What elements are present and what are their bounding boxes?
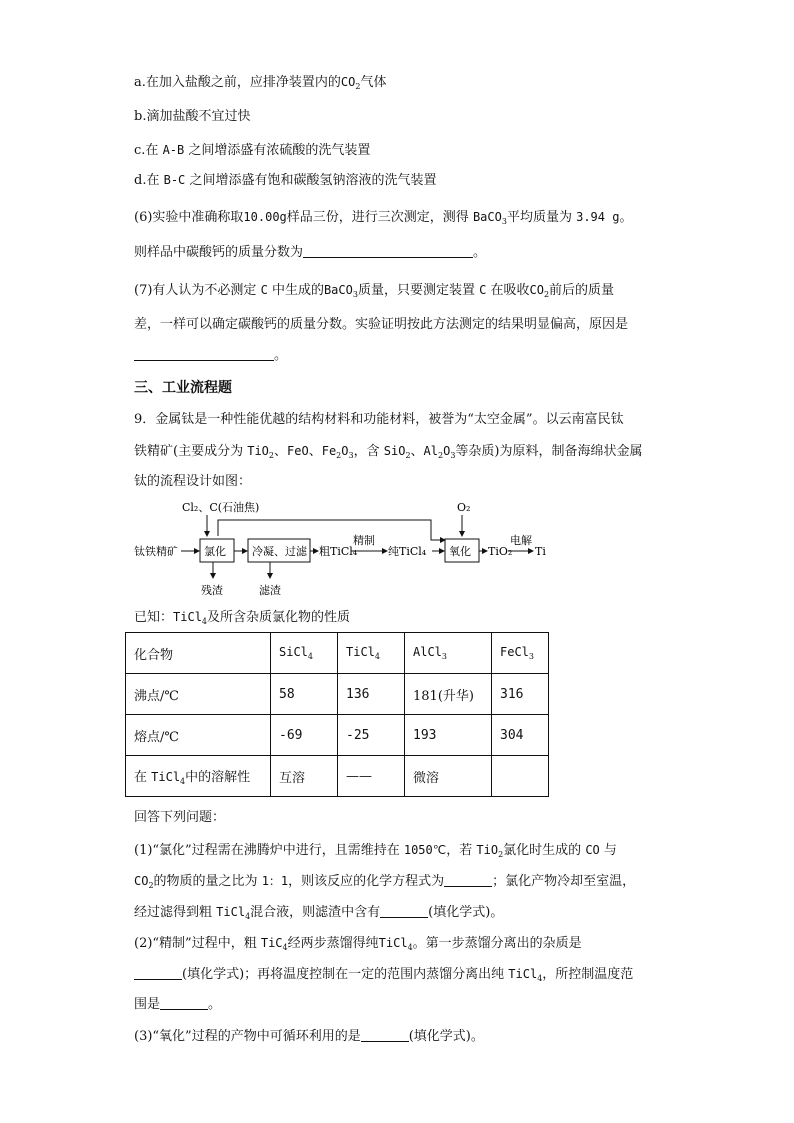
answer-blank[interactable] [361, 1027, 409, 1042]
answer-blank[interactable] [303, 243, 473, 258]
table-cell: 58 [271, 674, 338, 715]
table-cell: FeCl$_3$ [492, 633, 549, 674]
table-cell: 熔点/℃ [126, 715, 271, 756]
table-cell: -25 [338, 715, 405, 756]
table-cell: 化合物 [126, 633, 271, 674]
option-c: c.在 A-B 之间增添盛有浓硫酸的洗气装置 [134, 143, 371, 158]
part-3-line-1: (3)“氧化”过程的产物中可循环利用的是 (填化学式)。 [134, 1029, 484, 1044]
table-cell [492, 756, 549, 797]
part-2-line-3: 围是 。 [134, 997, 222, 1012]
flow-oxygen: O₂ [457, 501, 471, 514]
table-cell: SiCl$_4$ [271, 633, 338, 674]
question-9-line-2: 铁精矿(主要成分为 TiO$_2$、FeO、$Fe_2O_3$，含 SiO$_2$、$Al_2O_3$等杂质)为原料，制备海绵状金属 [134, 444, 643, 460]
flow-residue: 残渣 [201, 584, 223, 597]
question-7-line-2: 差，一样可以确定碳酸钙的质量分数。实验证明按此方法测定的结果明显偏高，原因是 [134, 317, 629, 332]
flow-crude: 粗TiCl₄ [319, 545, 358, 558]
answer-prompt: 回答下列问题： [134, 810, 226, 825]
part-2-line-1: (2)“精制”过程中，粗 TiC$_4$经两步蒸馏得纯TiCl$_4$。第一步蒸馏分离出的杂质是 [134, 936, 582, 952]
formula-co2: CO [340, 75, 356, 89]
table-cell: —— [338, 756, 405, 797]
table-cell: 互溶 [271, 756, 338, 797]
table-cell: 193 [405, 715, 492, 756]
part-2-line-2: (填化学式)；再将温度控制在一定的范围内蒸馏分离出纯 TiCl$_4$，所控制温度范 [134, 964, 633, 989]
table-cell: 304 [492, 715, 549, 756]
table-row [126, 674, 549, 715]
flow-pure: 纯TiCl₄ [388, 545, 427, 558]
flow-ti: Ti [535, 545, 546, 558]
question-7-line-3: 。 [134, 346, 287, 366]
flow-refine: 精制 [353, 534, 375, 547]
table-row [126, 715, 549, 756]
flow-ore: 钛铁精矿 [134, 545, 178, 558]
option-d: d.在 B-C 之间增添盛有饱和碳酸氢钠溶液的洗气装置 [134, 173, 437, 188]
svg-text:冷凝、过滤: 冷凝、过滤 [252, 545, 307, 558]
table-cell: -69 [271, 715, 338, 756]
svg-text:氯化: 氯化 [204, 545, 226, 558]
table-cell: 181(升华) [405, 674, 492, 715]
part-1-line-3: 经过滤得到粗 TiCl$_4$混合液，则滤渣中含有 (填化学式)。 [134, 905, 504, 921]
known-statement: 已知：TiCl$_4$及所含杂质氯化物的性质 [134, 610, 351, 626]
question-7-line-1: (7)有人认为不必测定 C 中生成的BaCO$_3$质量，只要测定装置 C 在吸收$CO_2$前后的质量 [134, 283, 615, 299]
answer-blank[interactable] [134, 346, 274, 361]
answer-blank[interactable] [444, 872, 492, 887]
answer-blank[interactable] [380, 903, 428, 918]
option-a-text: a.在加入盐酸之前，应排净装置内的 [134, 75, 341, 90]
question-6-line-2: 则样品中碳酸钙的质量分数为 。 [134, 245, 487, 260]
question-6-line-1: (6)实验中准确称取10.00g样品三份，进行三次测定，测得 BaCO$_3$平均质量为 3.94 g。 [134, 210, 633, 226]
flow-reagent: Cl₂、C(石油焦) [182, 501, 260, 514]
table-row [126, 756, 549, 797]
option-b: b.滴加盐酸不宜过快 [134, 109, 251, 124]
answer-blank[interactable] [160, 995, 208, 1010]
table-cell: AlCl$_3$ [405, 633, 492, 674]
properties-table [125, 632, 549, 797]
question-9-line-1: 9．金属钛是一种性能优越的结构材料和功能材料，被誉为“太空金属”。以云南富民钛 [134, 412, 624, 427]
flow-electrolysis: 电解 [510, 534, 532, 547]
table-cell: 沸点/℃ [126, 674, 271, 715]
process-flow-diagram [0, 496, 794, 606]
section-title: 三、工业流程题 [134, 380, 232, 396]
part-1-line-1: (1)“氯化”过程需在沸腾炉中进行，且需维持在 1050℃，若 TiO$_2$氯化时生成的 CO 与 [134, 843, 617, 859]
question-9-line-3: 钛的流程设计如图： [134, 474, 252, 489]
table-header-row [126, 633, 549, 674]
answer-blank[interactable] [134, 965, 182, 980]
table-cell: 微溶 [405, 756, 492, 797]
flow-filter-residue: 滤渣 [259, 584, 281, 597]
table-cell: 136 [338, 674, 405, 715]
svg-text:氧化: 氧化 [449, 545, 471, 558]
table-cell: 316 [492, 674, 549, 715]
option-a: a.在加入盐酸之前，应排净装置内的$CO_2$气体 [134, 75, 387, 91]
table-cell: 在 TiCl$_4$中的溶解性 [126, 756, 271, 797]
part-1-line-2: $CO_2$的物质的量之比为 1：1，则该反应的化学方程式为 ；氯化产物冷却至室温， [134, 874, 636, 890]
flow-tio2: TiO₂ [488, 545, 513, 558]
table-cell: TiCl$_4$ [338, 633, 405, 674]
